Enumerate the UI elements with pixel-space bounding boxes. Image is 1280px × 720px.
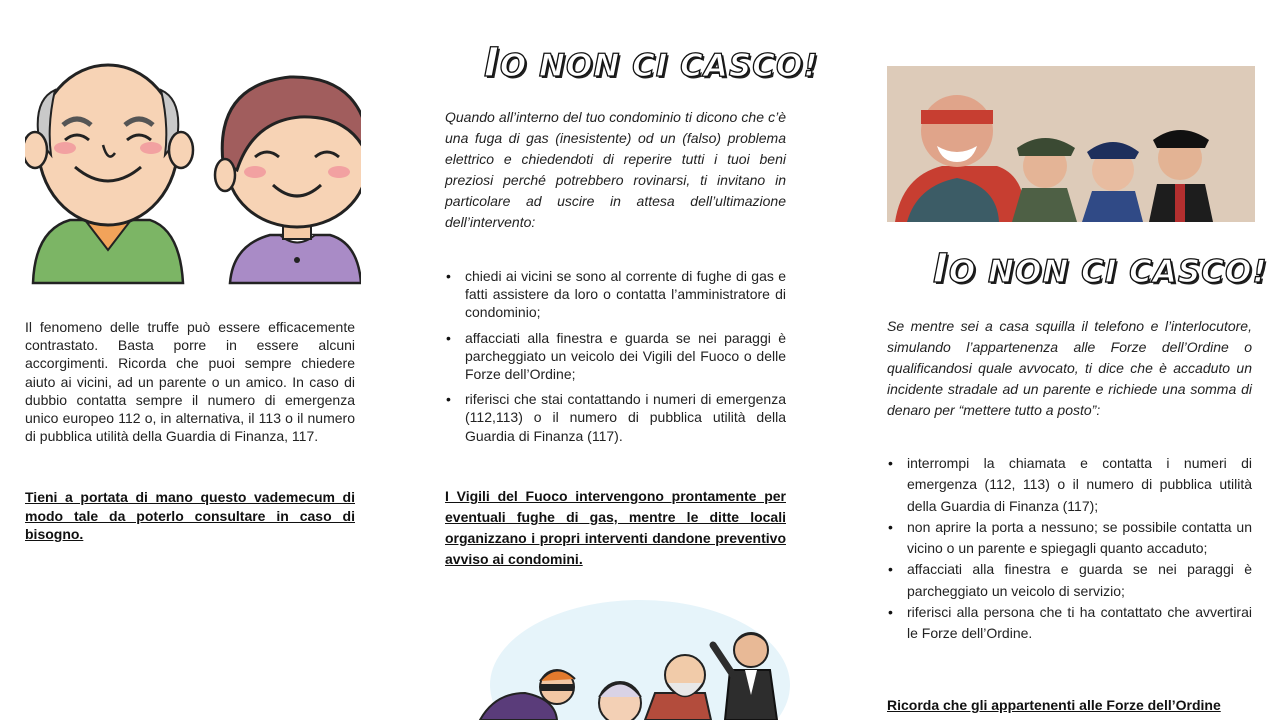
right-advice-item: • non aprire la porta a nessuno; se possibile contatta un vicino o un parente e spiegagli quanto accaduto; (907, 517, 1252, 560)
middle-slogan-rest: O NON CI CASCO! (499, 48, 819, 84)
middle-slogan-initial: I (484, 40, 500, 86)
middle-advice-item: • chiedi ai vicini se sono al corrente di fughe di gas e fatti assistere da loro o contatta l’amministratore di condominio; (465, 267, 786, 322)
scam-scene-illustration (445, 575, 790, 720)
right-advice-item: • affacciati alla finestra e guarda se nei paraggi è parcheggiato un veicolo di servizio; (907, 559, 1252, 602)
left-vademecum-note: Tieni a portata di mano questo vademecum di modo tale da poterlo consultare in caso di bisogno. (25, 489, 355, 542)
right-advice-item: • riferisci alla persona che ti ha contattato che avvertirai le Forze dell’Ordine. (907, 602, 1252, 645)
middle-advice-item: • affacciati alla finestra e guarda se nei paraggi è parcheggiato un veicolo dei Vigili del Fuoco o delle Forze dell’Ordine; (465, 329, 786, 384)
right-advice-item: • interrompi la chiamata e contatta i numeri di emergenza (112, 113) o il numero di pubblica utilità della Guardia di Finanza (117); (907, 453, 1252, 517)
right-reminder-note: Ricorda che gli appartenenti alle Forze dell’Ordine (887, 697, 1221, 713)
middle-advice-item: • riferisci che stai contattando i numeri di emergenza (112,113) o il numero di pubblica utilità della Guardia di Finanza (117). (465, 390, 786, 445)
right-advice-list (887, 453, 1252, 645)
police-forces-illustration (887, 66, 1255, 222)
right-slogan-title (933, 246, 1267, 292)
left-intro-paragraph: Il fenomeno delle truffe può essere efficacemente contrastato. Basta porre in essere alcuni accorgimenti. Ricorda che puoi sempre chiedere aiuto ai vicini, ad un parente o un amico. In caso di dubbio contatta sempre il numero di emergenza unico europeo 112 o, in alternativa, il 113 o il numero di pubblica utilità della Guardia di Finanza, 117. (25, 319, 355, 445)
middle-advice-list (445, 267, 786, 452)
right-slogan-initial: I (933, 246, 949, 292)
middle-slogan-title (484, 40, 818, 86)
middle-firefighters-note: I Vigili del Fuoco intervengono prontamente per eventuali fughe di gas, mentre le ditte locali organizzano i propri interventi dandone preventivo avviso ai condomini. (445, 488, 786, 567)
middle-intro-paragraph: Quando all’interno del tuo condominio ti dicono che c’è una fuga di gas (inesistente) od un (falso) problema elettrico e chiedendoti di reperire tutti i tuoi beni preziosi perché potrebbero rovinarsi, ti invitano in particolare ad uscire in attesa dell’ultimazione dell’intervento: (445, 109, 786, 230)
right-intro-paragraph: Se mentre sei a casa squilla il telefono e l’interlocutore, simulando l’appartenenza alle Forze dell’Ordine o qualificandosi quale avvocato, ti dice che è accaduto un incidente stradale ad un parente e richiede una somma di denaro per “mettere tutto a posto”: (887, 318, 1252, 418)
right-slogan-rest: O NON CI CASCO! (948, 254, 1268, 290)
elderly-couple-illustration (25, 45, 361, 285)
